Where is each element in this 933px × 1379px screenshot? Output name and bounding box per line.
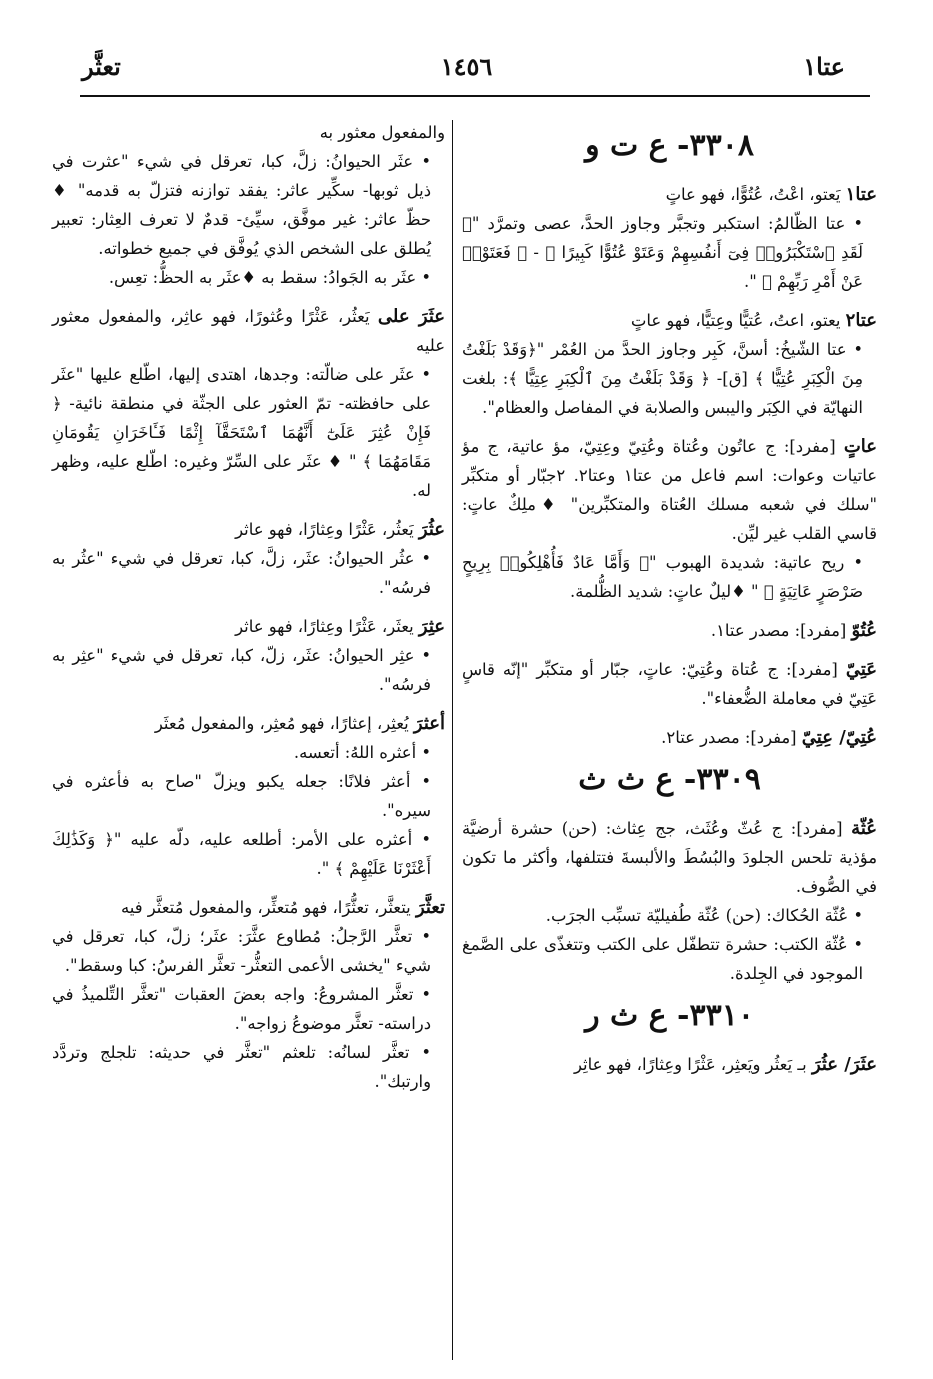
sense-paragraph: • تعثَّر المشروعُ: واجه بعضَ العقبات "تعثَّر التِّلميذُ في دراسته- تعثَّر موضوعُ زواجه". — [52, 985, 431, 1033]
headword: عثَرَ على — [377, 306, 446, 327]
header-rule — [80, 95, 870, 97]
sense-paragraph: • أعثر فلانًا: جعله يكبو ويزلّ "صاح به فأعثره في سيره". — [52, 772, 431, 820]
root-section-heading: ٣٣٠٩- ع ث ث — [578, 762, 761, 797]
entry-head-text: [مفرد]: ج عُثّ وعُثَث، جج عِثاث: (حن) حشرة أرضيَّة مؤذية تلحس الجلودَ والبُسُطَ والألبسةَ فتتلفها، وأكثر ما تكون في الصُّوف. — [462, 819, 877, 896]
entry-head-text: [مفرد]: مصدر عتا١. — [710, 621, 852, 640]
headword: عثِرَ — [418, 616, 445, 637]
headword: عثُرَ — [418, 519, 445, 540]
headword: عُتُوّ — [851, 620, 877, 641]
headword: عُثّة — [851, 818, 877, 839]
sense-paragraph: • ريح عاتية: شديدة الهبوب "﴿ وَأَمَّا عَادٌ فَأُهْلِكُوا۟ بِرِيحٍ صَرْصَرٍ عَاتِيَةٍ ﴾ " ♦ليلٌ عاتٍ: شديد الظُّلمة. — [462, 553, 863, 601]
root-section-heading: ٣٣١٠- ع ث ر — [585, 998, 754, 1033]
entry-head — [462, 180, 877, 209]
sense-paragraph: • تعثَّر لسانُه: تلعثم "تعثَّر في حديثه: تلجلج وتردَّد وارتبك". — [52, 1043, 431, 1091]
entry-head — [462, 616, 877, 645]
entry-head — [52, 893, 445, 922]
page-number: ١٤٥٦ — [440, 52, 493, 81]
entry-head — [462, 432, 877, 548]
entry-head-text: يَعثُر، عَثْرًا وعِثارًا، فهو عاثر — [235, 520, 419, 539]
entry-head-text: يُعثِر، إعثارًا، فهو مُعثِر، والمفعول مُعثَر — [154, 714, 414, 733]
sense-paragraph: • عتا الشّيخُ: أسنَّ، كَبِر وجاوز الحدَّ من العُمْر "﴿وَقَدْ بَلَغْتُ مِنَ الْكِبَرِ عُتِيًّا ﴾ [ق]- ﴿ وَقَدْ بَلَغْتُ مِنَ ٱلْكِبَرِ عِتِيًّا ﴾: بلغت النهايّة في الكِبَر واليبس والصلابة في المفاصل والعظام". — [462, 340, 863, 417]
right-column — [462, 118, 877, 1079]
entry-head — [462, 655, 877, 713]
entry-head — [52, 302, 445, 360]
entry-head — [52, 709, 445, 738]
entry-head — [462, 306, 877, 335]
column-divider — [452, 120, 453, 1360]
entry-head — [462, 814, 877, 901]
left-column — [52, 118, 445, 1096]
header-right-word: عتا١ — [803, 52, 845, 81]
headword: عثَرَ/ عثُرَ — [811, 1054, 877, 1075]
root-section-heading: ٣٣٠٨- ع ت و — [585, 128, 754, 163]
sense-paragraph: • عثُر الحيوانُ: عثَر، زلَّ، كبا، تعرقل في شيء "عثُر به فرسُه". — [52, 549, 431, 597]
headword: عتا١ — [845, 184, 877, 205]
entry-head — [52, 515, 445, 544]
entry-head-text: يعثَر، عَثْرًا وعِثارًا، فهو عاثر — [235, 617, 419, 636]
entry-head-text: يعتو، اعتُ، عُتيًّا وعِتيًّا، فهو عاتٍ — [630, 311, 846, 330]
entry-head-text: بـ يَعثُر ويَعثِر، عَثْرًا وعِثارًا، فهو عاثِر — [574, 1055, 812, 1074]
entry-head — [52, 612, 445, 641]
sense-paragraph: • عثَر على ضالّته: وجدها، اهتدى إليها، اطّلع عليها "عثَر على حافظته- تمّ العثور على الجثّة في منطقة نائية- ﴿ فَإِنْ عُثِرَ عَلَىٰٓ أَنَّهُمَا ٱسْتَحَقَّآ إِثْمًا فَـَٔاخَرَانِ يَقُومَانِ مَقَامَهُمَا ﴾ " ♦ عثَر على السِّرّ وغيره: اطّلع عليه، وظهر له. — [52, 365, 431, 500]
sense-paragraph: • عُثّة الحُكاك: (حن) عُثّة طُفيليّة تسبِّب الجرَب. — [545, 906, 863, 925]
entry-head-text: يَعثُر، عَثْرًا وعُثورًا، فهو عاثِر، والمفعول معثور عليه — [52, 307, 445, 355]
header-left-word: تعثَّر — [82, 52, 121, 81]
sense-paragraph: • تعثَّر الرَّجلُ: مُطاوع عثَّرَ: عثَر؛ زلّ، كبا، تعرقل في شيء "يخشى الأعمى التعثُّر- تعثَّر الفرسُ: كبا وسقط". — [52, 927, 431, 975]
sense-paragraph: • أعثره على الأمر: أطلعه عليه، دلّه عليه "﴿ وَكَذَٰلِكَ أَعْثَرْنَا عَلَيْهِمْ ﴾ ". — [52, 830, 431, 878]
sense-paragraph: • عثَر الحيوانُ: زلَّ، كبا، تعرقل في شيء "عثرت في ذيل ثوبها- سكِّير عاثر: يفقد توازنه فتزلّ به قدمه" ♦ حظّ عاثر: غير موفَّق، سيِّئ- قدمٌ لا تعرف العِثار: تعبير يُطلق على الشخص الذي يُوفَّق في جميع خطواته. — [52, 152, 431, 258]
sense-paragraph: • عُثّة الكتب: حشرة تتطفّل على الكتب وتتغذّى على الصَّمغ الموجود في الجِلدة. — [462, 935, 863, 983]
sense-paragraph: • عثَر به الجَوادُ: سقط به ♦عثَر به الحظُّ: تعِس. — [108, 268, 431, 287]
entry-head — [462, 1050, 877, 1079]
headword: عَتِيّ — [845, 659, 877, 680]
sense-paragraph: • عتا الظّالمُ: استكبر وتجبَّر وجاوز الحدَّ، عصى وتمرَّد "﴿ لَقَدِ ٱسْتَكْبَرُوا۟ فِىٓ أَنفُسِهِمْ وَعَتَوْ عُتُوًّا كَبِيرًا ﴾ - ﴿ فَعَتَوْا۟ عَنْ أَمْرِ رَبِّهِمْ ﴾ ". — [462, 214, 863, 291]
headword: عُتِيّ/ عِتِيّ — [801, 727, 877, 748]
entry-head — [462, 723, 877, 752]
headword: أعثرَ — [413, 713, 445, 734]
headword: عاتٍ — [843, 436, 877, 457]
entry-head-text: [مفرد]: ج عاتُون وعُتاة وعُتِيّ وعِتِيّ، مؤ عاتية، ج مؤ عاتيات وعوات: اسم فاعل من عتا١ وعتا٢. ٢جبّار أو متكبِّر "سلك في شعبه مسلك العُتاة والمتكبِّرين" ♦ملِكٌ عاتٍ: قاسي القلب غير ليِّن. — [462, 437, 877, 543]
entry-head-text: يَعتو، اعْتُ، عُتُوًّا، فهو عاتٍ — [665, 185, 846, 204]
sense-paragraph: • أعثره اللهُ: أتعسه. — [293, 743, 431, 762]
entry-head-text: يتعثَّر، تعثُّرًا، فهو مُتعثِّر، والمفعول مُتعثَّر فيه — [120, 898, 416, 917]
sense-paragraph: • عثِر الحيوانُ: عثَر، زلّ، كبا، تعرقل في شيء "عثِر به فرسُه". — [52, 646, 431, 694]
entry-head-text: [مفرد]: ج عُتاة وعُتِيّ: عاتٍ، جبّار أو متكبِّر "إنّه قاسٍ عَتِيّ في معاملة الضُّعفاء". — [462, 660, 877, 708]
entry-head-text: [مفرد]: مصدر عتا٢. — [661, 728, 802, 747]
continuation-line: والمفعول معثور به — [319, 123, 445, 142]
headword: عتا٢ — [845, 310, 877, 331]
headword: تعثَّرَ — [415, 897, 445, 918]
